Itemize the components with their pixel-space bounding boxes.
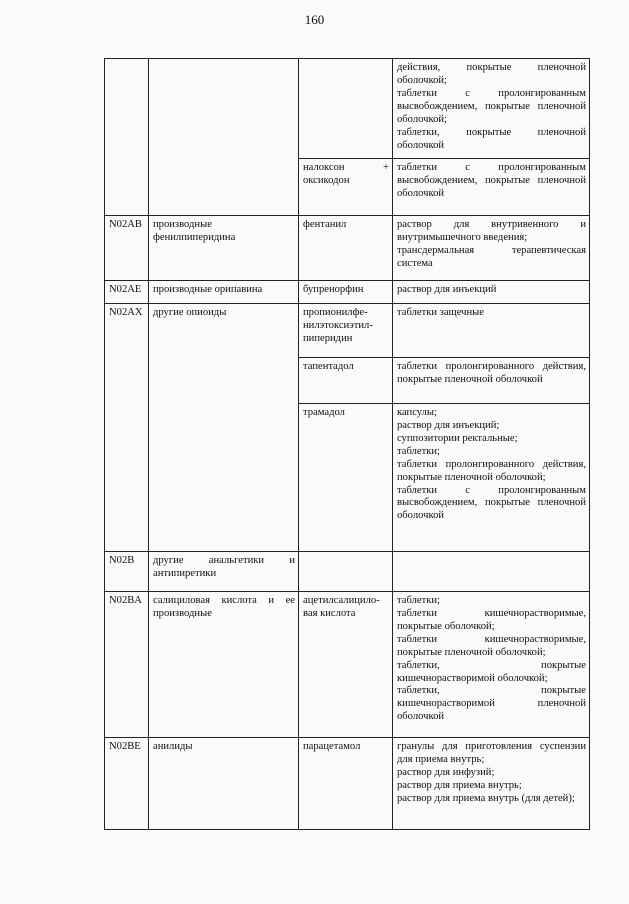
- substance-cell: парацетамол: [299, 738, 393, 830]
- atc-code-cell: N02AB: [105, 216, 149, 281]
- dosage-form: раствор для инфузий;: [397, 766, 495, 778]
- dosage-forms-cell: [393, 592, 590, 738]
- dosage-form: таблетки, покрытые кишечнорастворимой оболочкой;: [397, 659, 586, 684]
- atc-code-cell: N02AE: [105, 281, 149, 304]
- dosage-form: трансдермальная терапевтическая система: [397, 244, 586, 269]
- dosage-form: таблетки пролонгированного действия, покрытые пленочной оболочкой;: [397, 458, 586, 483]
- dosage-form: суппозитории ректальные;: [397, 432, 518, 444]
- table-row: [105, 304, 590, 358]
- atc-code-cell: N02B: [105, 552, 149, 592]
- group-name-cell: другие анальгетики и антипиретики: [149, 552, 299, 592]
- dosage-forms-cell: [393, 159, 590, 216]
- table-row: [105, 592, 590, 738]
- dosage-form: раствор для приема внутрь;: [397, 779, 522, 791]
- dosage-form: действия, покрытые пленочной оболочкой;: [397, 62, 586, 86]
- dosage-form: таблетки кишечнорастворимые, покрытые оболочкой;: [397, 607, 586, 632]
- group-name-cell: производные фенилпиперидина: [149, 216, 299, 281]
- dosage-forms-cell: [393, 358, 590, 404]
- dosage-form: раствор для инъекций;: [397, 419, 500, 431]
- drug-table: [104, 58, 590, 830]
- group-name-cell: анилиды: [149, 738, 299, 830]
- group-name-cell: [149, 59, 299, 216]
- substance-cell: [299, 59, 393, 159]
- atc-code-cell: [105, 59, 149, 216]
- page-number: 160: [304, 12, 325, 27]
- dosage-forms-cell: [393, 304, 590, 358]
- atc-code-cell: N02BE: [105, 738, 149, 830]
- table-row: [105, 738, 590, 830]
- dosage-form: раствор для приема внутрь (для детей);: [397, 792, 575, 804]
- substance-cell: ацетилсалициловая кислота: [299, 592, 393, 738]
- dosage-forms-cell: [393, 738, 590, 830]
- table-row: [105, 552, 590, 592]
- group-name-cell: салициловая кислота и ее производные: [149, 592, 299, 738]
- dosage-form: гранулы для приготовления суспензии для приема внутрь;: [397, 741, 586, 765]
- dosage-form: таблетки;: [397, 445, 440, 457]
- dosage-forms-cell: [393, 59, 590, 159]
- substance-cell: пропионилфенилэтоксиэтилпиперидин: [299, 304, 393, 358]
- atc-code-cell: N02AX: [105, 304, 149, 552]
- dosage-form: таблетки;: [397, 595, 440, 606]
- dosage-form: таблетки пролонгированного действия, покрытые пленочной оболочкой: [397, 361, 586, 385]
- substance-cell: бупренорфин: [299, 281, 393, 304]
- dosage-form: таблетки, покрытые кишечнорастворимой пленочной оболочкой: [397, 685, 586, 723]
- group-name-cell: другие опиоиды: [149, 304, 299, 552]
- table-row: [105, 59, 590, 159]
- dosage-forms-cell: [393, 216, 590, 281]
- dosage-form: капсулы;: [397, 407, 437, 418]
- substance-cell: тапентадол: [299, 358, 393, 404]
- dosage-form: раствор для внутривенного и внутримышечного введения;: [397, 219, 586, 243]
- dosage-form: раствор для инъекций: [397, 284, 497, 295]
- substance-cell: фентанил: [299, 216, 393, 281]
- table-row: [105, 281, 590, 304]
- substance-cell: налоксон + оксикодон: [299, 159, 393, 216]
- dosage-forms-cell: [393, 281, 590, 304]
- dosage-form: таблетки защечные: [397, 307, 484, 318]
- dosage-form: таблетки с пролонгированным высвобождением, покрытые пленочной оболочкой: [397, 484, 586, 522]
- dosage-form: таблетки с пролонгированным высвобождением, покрытые пленочной оболочкой: [397, 162, 586, 199]
- dosage-form: таблетки кишечнорастворимые, покрытые пленочной оболочкой;: [397, 633, 586, 658]
- dosage-form: таблетки, покрытые пленочной оболочкой: [397, 126, 586, 151]
- dosage-form: таблетки с пролонгированным высвобождением, покрытые пленочной оболочкой;: [397, 87, 586, 125]
- dosage-forms-cell: [393, 552, 590, 592]
- substance-cell: [299, 552, 393, 592]
- atc-code-cell: N02BA: [105, 592, 149, 738]
- group-name-cell: производные орипавина: [149, 281, 299, 304]
- dosage-forms-cell: [393, 404, 590, 552]
- substance-cell: трамадол: [299, 404, 393, 552]
- table-row: [105, 216, 590, 281]
